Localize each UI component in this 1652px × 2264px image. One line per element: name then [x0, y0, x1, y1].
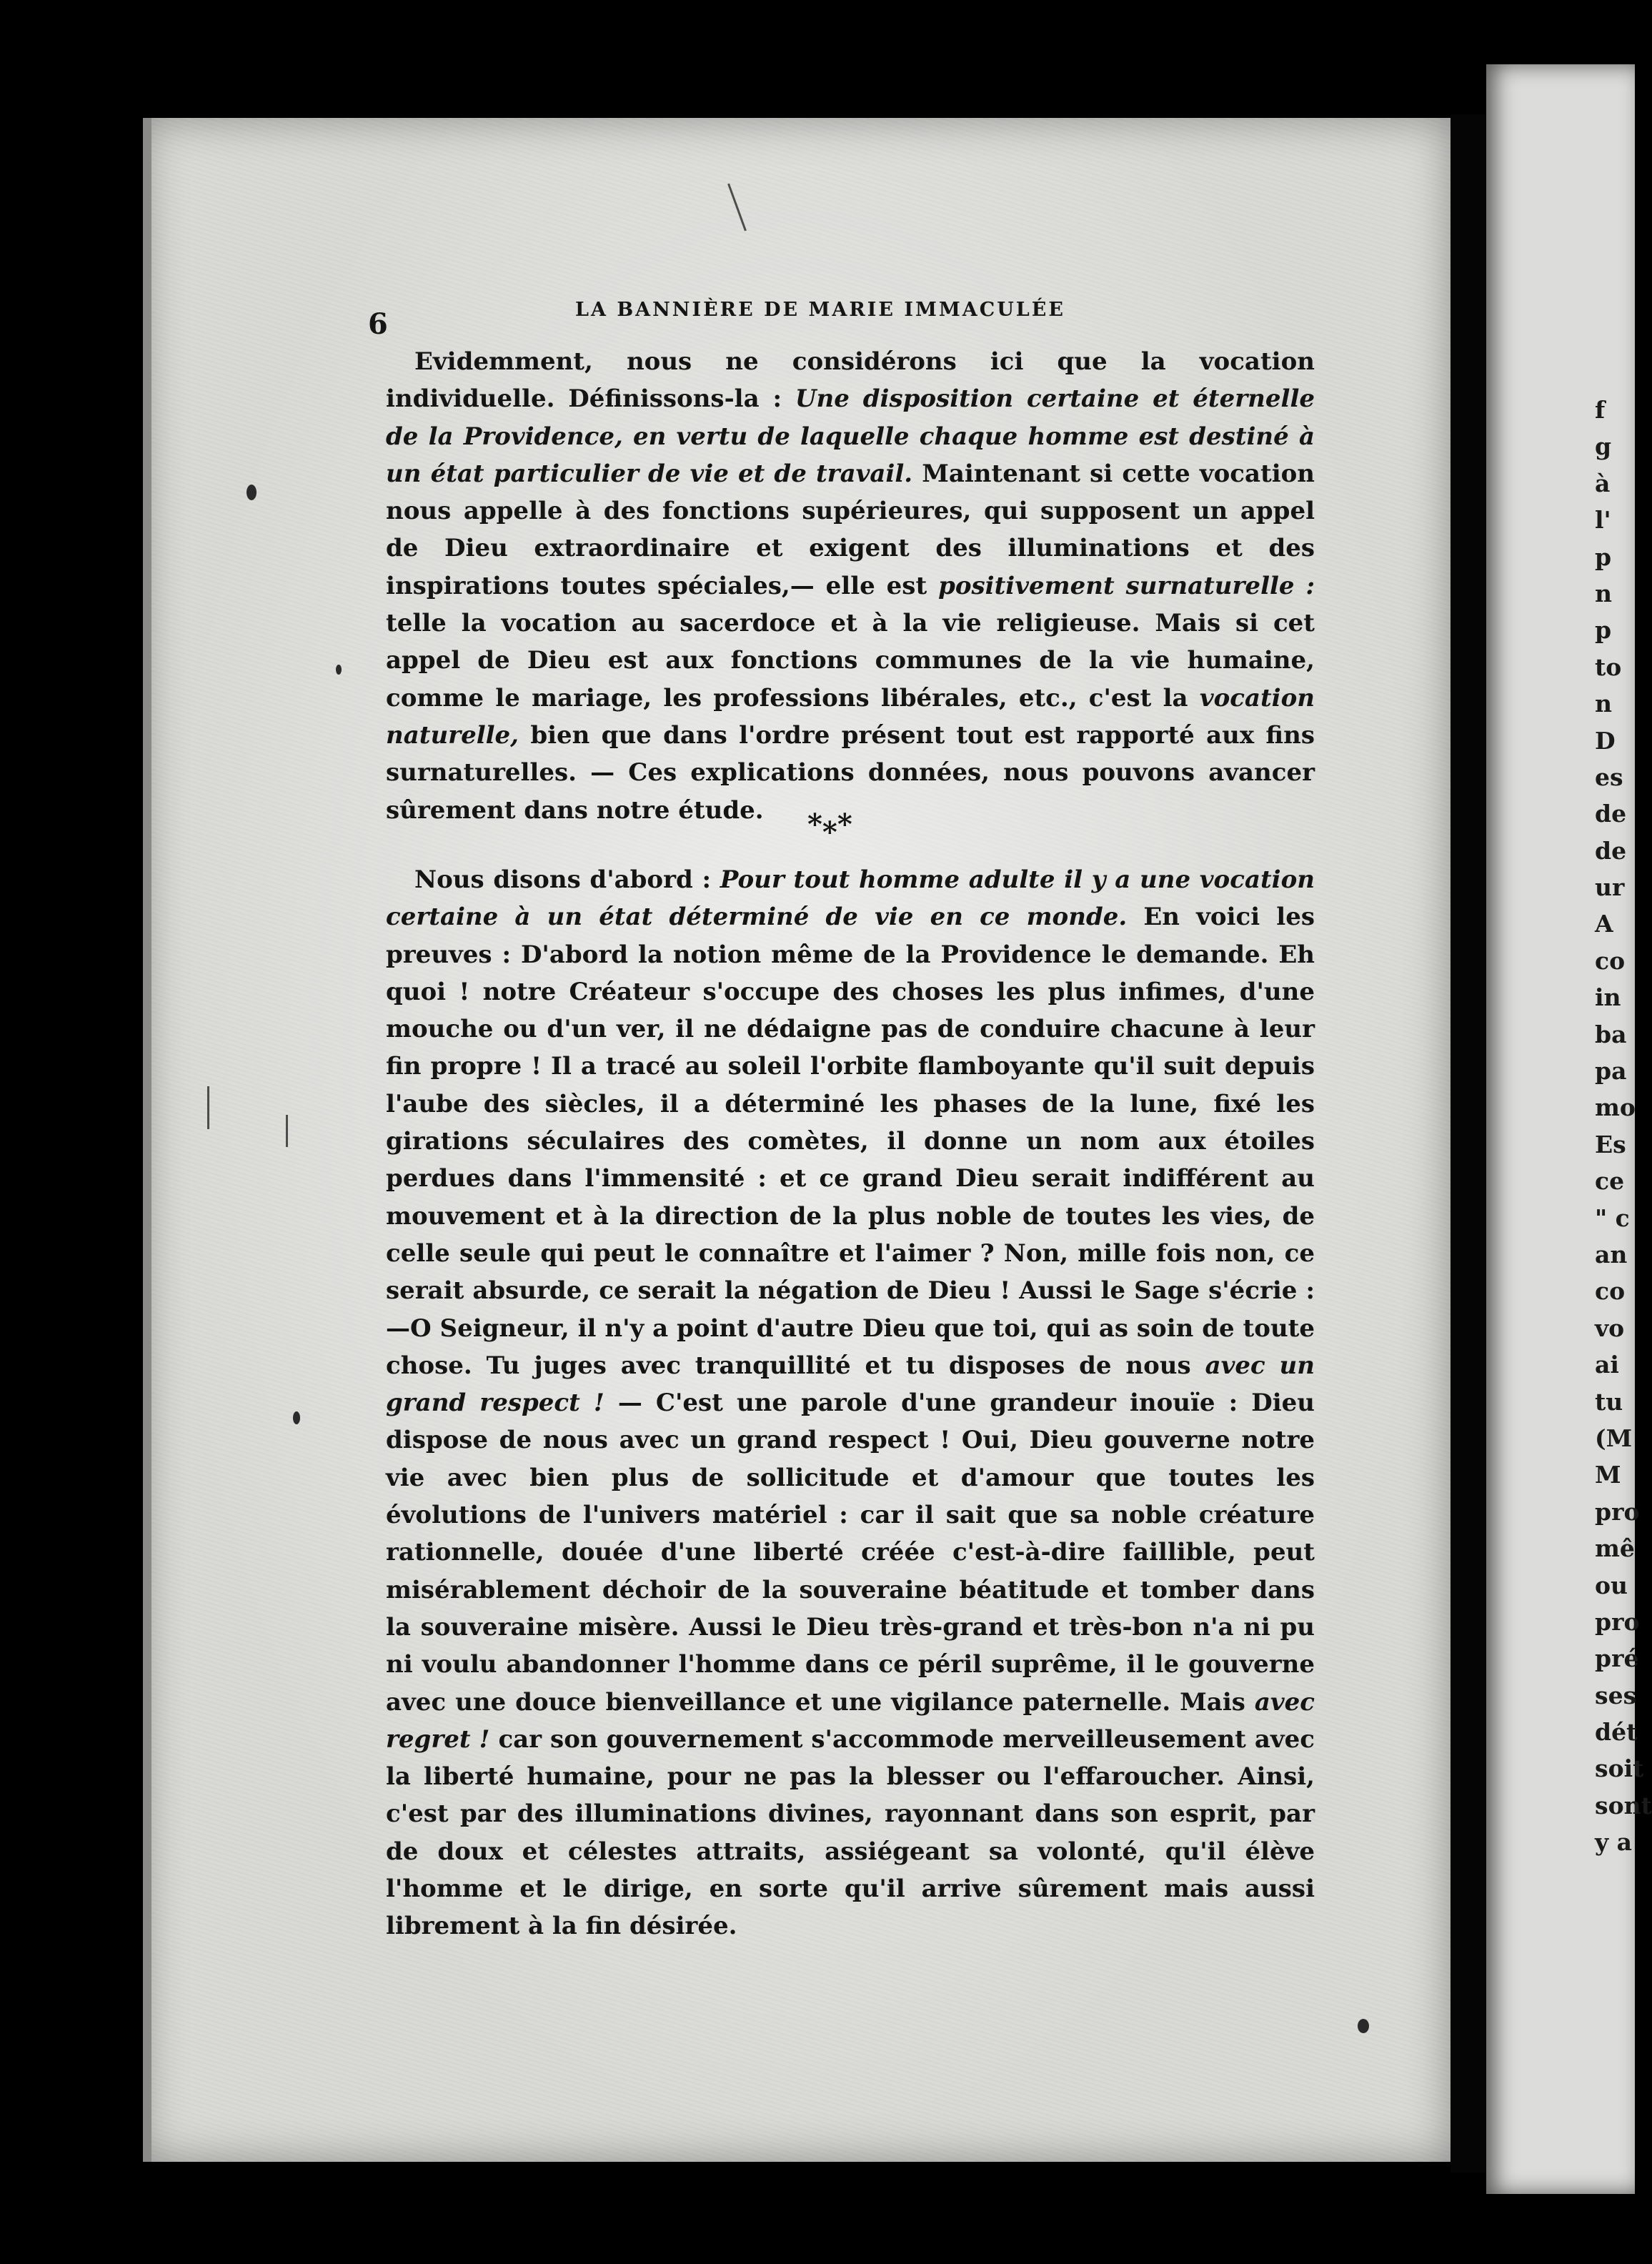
text-run: Nous disons d'abord :	[414, 865, 720, 894]
facing-page-line: pro	[1595, 1607, 1640, 1636]
italic-run: Une disposition certaine et éternelle de la Providence, en vertu de laquelle chaque homme est destiné à un état particulier de vie et de travail.	[386, 384, 1315, 488]
facing-page-line: A	[1595, 910, 1613, 938]
facing-page-line: pré	[1595, 1644, 1639, 1673]
facing-page-line: ur	[1595, 873, 1625, 902]
scan-blemish	[336, 665, 342, 675]
page-number: 6	[368, 307, 388, 341]
facing-page-line: mê	[1595, 1534, 1635, 1563]
scan-scratch	[286, 1115, 288, 1147]
facing-page-line: in	[1595, 983, 1621, 1012]
facing-page-line: ses	[1595, 1681, 1637, 1709]
facing-page-line: M	[1595, 1461, 1621, 1489]
text-run: bien que dans l'ordre présent tout est rapporté aux fins surnaturelles. — Ces explications données, nous pouvons avancer sûrement dans notre étude.	[386, 720, 1315, 825]
italic-run: avec regret !	[386, 1687, 1315, 1754]
italic-run: positivement surnaturelle :	[938, 571, 1315, 600]
facing-page-line: " c	[1595, 1203, 1630, 1232]
facing-page-line: dét	[1595, 1718, 1638, 1747]
facing-page-line: n	[1595, 690, 1612, 718]
facing-page-line: to	[1595, 652, 1622, 681]
facing-page-line: g	[1595, 432, 1612, 461]
facing-page-line: n	[1595, 579, 1612, 607]
running-head: LA BANNIÈRE DE MARIE IMMACULÉE	[575, 299, 1065, 321]
text-run: car son gouvernement s'accommode merveilleusement avec la liberté humaine, pour ne pas la blesser ou l'effaroucher. Ainsi, c'est par des illuminations divines, rayonnant dans son esprit, par de doux et célestes attraits, assiégeant sa volonté, qu'il élève l'homme et le dirige, en sorte qu'il arrive sûrement mais aussi librement à la fin désirée.	[386, 1724, 1315, 1941]
facing-page-line: pro	[1595, 1497, 1640, 1526]
facing-page-line: sont	[1595, 1791, 1652, 1819]
facing-page-line: tu	[1595, 1387, 1623, 1416]
scan-scratch	[207, 1086, 209, 1129]
facing-page-line: es	[1595, 763, 1623, 791]
facing-page-line: p	[1595, 542, 1612, 571]
scan-blemish	[1358, 2019, 1369, 2033]
italic-run: vocation naturelle,	[386, 683, 1315, 750]
book-gutter	[1451, 114, 1486, 2173]
facing-page-line: f	[1595, 396, 1606, 424]
facing-page-line: à	[1595, 469, 1611, 497]
text-run: En voici les preuves : D'abord la notion même de la Providence le demande. Eh quoi ! notre Créateur s'occupe des choses les plus infimes, d'une mouche ou d'un ver, il ne dédaigne pas de conduire chacune à leur fin propre ! Il a tracé au soleil l'orbite flamboyante qu'il suit depuis l'aube des siècles, il a déterminé les phases de la lune, fixé les girations séculaires des comètes, il donne un nom aux étoiles perdues dans l'immensité : et ce grand Dieu serait indifférent au mouvement et à la direction de la plus noble de toutes les vies, de celle seule qui peut le connaître et l'aimer ? Non, mille fois non, ce serait absurde, ce serait la négation de Dieu ! Aussi le Sage s'écrie :—O Seigneur, il n'y a point d'autre Dieu que toi, qui as soin de toute chose. Tu juges avec tranquillité et tu disposes de nous	[386, 903, 1315, 1380]
facing-page-line: co	[1595, 1277, 1626, 1306]
facing-page-line: vo	[1595, 1314, 1625, 1342]
italic-run: Pour tout homme adulte il y a une vocation certaine à un état déterminé de vie en ce monde.	[386, 865, 1315, 932]
text-run: telle la vocation au sacerdoce et à la vie religieuse. Mais si cet appel de Dieu est aux fonctions communes de la vie humaine, comme le mariage, les professions libérales, etc., c'est la	[386, 609, 1315, 713]
facing-page-text	[1595, 392, 1652, 1861]
facing-page-line: ou	[1595, 1571, 1628, 1599]
facing-page-line: D	[1595, 726, 1616, 755]
facing-page-line: ba	[1595, 1020, 1627, 1048]
facing-page-line: de	[1595, 800, 1627, 828]
page-edge	[143, 118, 151, 2162]
scan-blemish	[247, 485, 257, 500]
italic-run: avec un grand respect !	[386, 1351, 1315, 1418]
facing-page-line: l'	[1595, 506, 1611, 535]
text-run: Maintenant si cette vocation nous appelle à des fonctions supérieures, qui supposent un appel de Dieu extraordinaire et exigent des illuminations et des inspirations toutes spéciales,— elle est	[386, 459, 1315, 600]
scan-blemish	[293, 1411, 300, 1424]
facing-page-line: co	[1595, 946, 1626, 975]
facing-page-line: an	[1595, 1240, 1628, 1268]
paragraph-1	[386, 343, 1315, 829]
facing-page-line: pa	[1595, 1057, 1627, 1086]
facing-page-line: mo	[1595, 1093, 1636, 1122]
facing-page-line: y a	[1595, 1828, 1633, 1857]
facing-page-line: soit	[1595, 1754, 1644, 1783]
section-separator: *⁎*	[807, 808, 852, 841]
facing-page-line: ce	[1595, 1167, 1625, 1196]
facing-page-line: Es	[1595, 1130, 1626, 1158]
text-run: — C'est une parole d'une grandeur inouïe : Dieu dispose de nous avec un grand respect ! Oui, Dieu gouverne notre vie avec bien plus de sollicitude et d'amour que toutes les évolutions de l'univers matériel : car il sait que sa noble créature rationnelle, douée d'une liberté créée c'est-à-dire faillible, peut misérablement déchoir de la souveraine béatitude et tomber dans la souveraine misère. Aussi le Dieu très-grand et très-bon n'a ni pu ni voulu abandonner l'homme dans ce péril suprême, il le gouverne avec une douce bienveillance et une vigilance paternelle. Mais	[386, 1389, 1315, 1717]
paragraph-2	[386, 861, 1315, 1945]
facing-page-line: ai	[1595, 1351, 1619, 1379]
text-run: Evidemment, nous ne considérons ici que la vocation individuelle. Définissons-la :	[386, 347, 1315, 414]
facing-page-line: p	[1595, 616, 1612, 645]
facing-page-line: (M	[1595, 1424, 1633, 1452]
facing-page-line: de	[1595, 836, 1627, 865]
